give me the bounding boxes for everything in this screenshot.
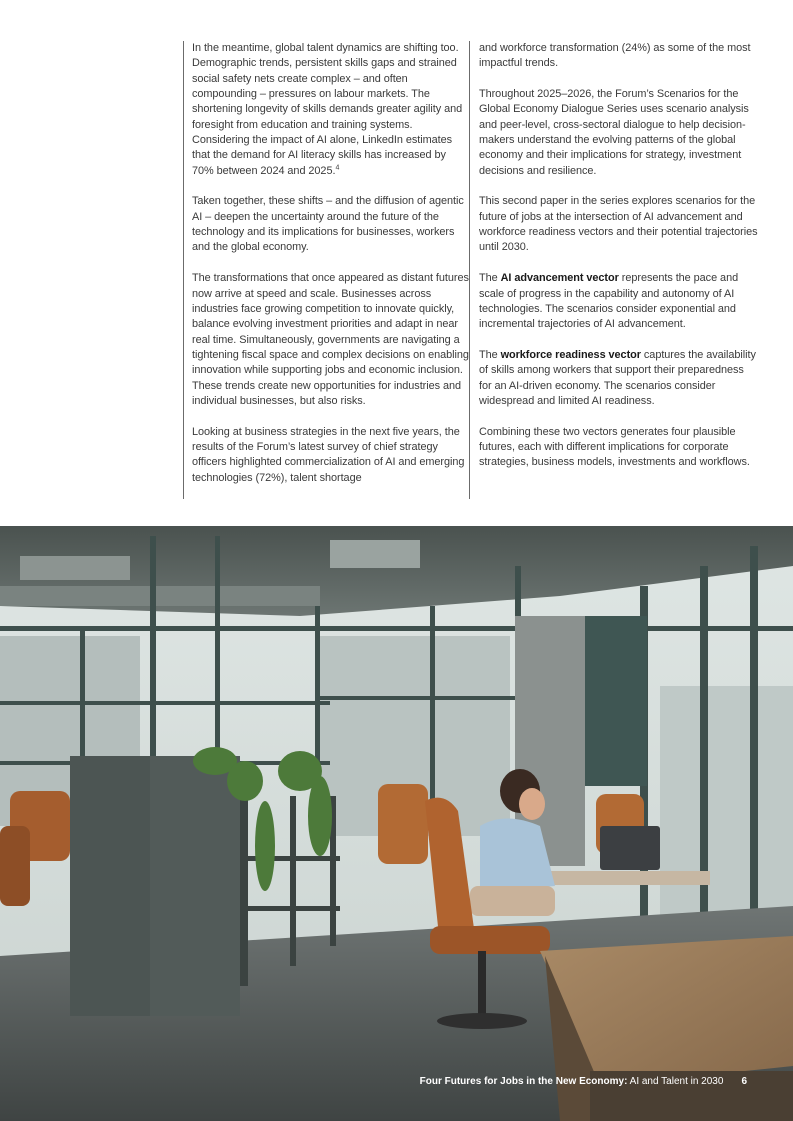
paragraph-text: In the meantime, global talent dynamics are shifting too. Demographic trends, persistent skills gaps and strained social safety nets create complex – and often compounding – pressures on labour markets. The shortening longevity of skills demands greater agility and foresight from education and training systems. Considering the impact of AI alone, LinkedIn estimates that the demand for AI literacy skills has increased by 70% between 2024 and 2025. — [192, 42, 463, 177]
paragraph: Taken together, these shifts – and the diffusion of agentic AI – deepen the uncertainty around the future of the technology and its implications for businesses, workers and the global economy. — [192, 195, 464, 254]
bold-term: workforce readiness vector — [500, 348, 641, 361]
left-text-column — [183, 41, 470, 499]
paragraph — [192, 41, 470, 179]
office-photo-illustration — [0, 526, 793, 1121]
paragraph: This second paper in the series explores scenarios for the future of jobs at the intersection of AI advancement and workforce readiness vectors and their potential trajectories until 2030. — [479, 195, 758, 254]
office-photo — [0, 526, 793, 1121]
paragraph: The transformations that once appeared as distant futures now arrive at speed and scale. Businesses across industries face growing competition to innovate quickly, balance evolving investment priorities and adapt in near real time. Simultaneously, governments are navigating a tightening fiscal space and complex decisions on enabling innovation while supporting jobs and economic inclusion. These trends create new opportunities for industries and individual businesses, but also risks. — [192, 272, 469, 407]
paragraph: and workforce transformation (24%) as some of the most impactful trends. — [479, 42, 751, 70]
paragraph: Looking at business strategies in the next five years, the results of the Forum’s latest survey of chief strategy officers highlighted commercialization of AI and emerging technologies (72%), talent shortage — [192, 425, 465, 484]
right-text-column — [469, 41, 759, 499]
paragraph: Combining these two vectors generates four plausible futures, each with different implications for corporate strategies, business models, investments and workflows. — [479, 425, 750, 469]
paragraph — [479, 271, 759, 332]
paragraph-text: captures the availability of skills among workers that support their preparedness for an AI-driven economy. The scenarios consider widespread and limited AI readiness. — [479, 348, 756, 407]
paragraph-text: represents the pace and scale of progress in the capability and autonomy of AI technologies. The scenarios consider exponential and incremental trajectories of AI advancement. — [479, 272, 739, 331]
page-number: 6 — [741, 1076, 747, 1087]
page-footer — [420, 1076, 747, 1087]
paragraph-text: The — [479, 272, 501, 285]
paragraph: Throughout 2025–2026, the Forum’s Scenarios for the Global Economy Dialogue Series uses scenario analysis and peer-level, cross-sectoral dialogue to help decision-makers understand the evolving patterns of the global economy and their implications for strategy, investment decisions and resilience. — [479, 88, 749, 177]
footer-title: Four Futures for Jobs in the New Economy: — [419, 1076, 628, 1087]
footnote-marker[interactable]: 4 — [335, 164, 340, 172]
paragraph — [479, 348, 759, 409]
paragraph-text: The — [479, 348, 501, 361]
footer-subtitle: AI and Talent in 2030 — [627, 1076, 724, 1087]
bold-term: AI advancement vector — [500, 272, 619, 285]
